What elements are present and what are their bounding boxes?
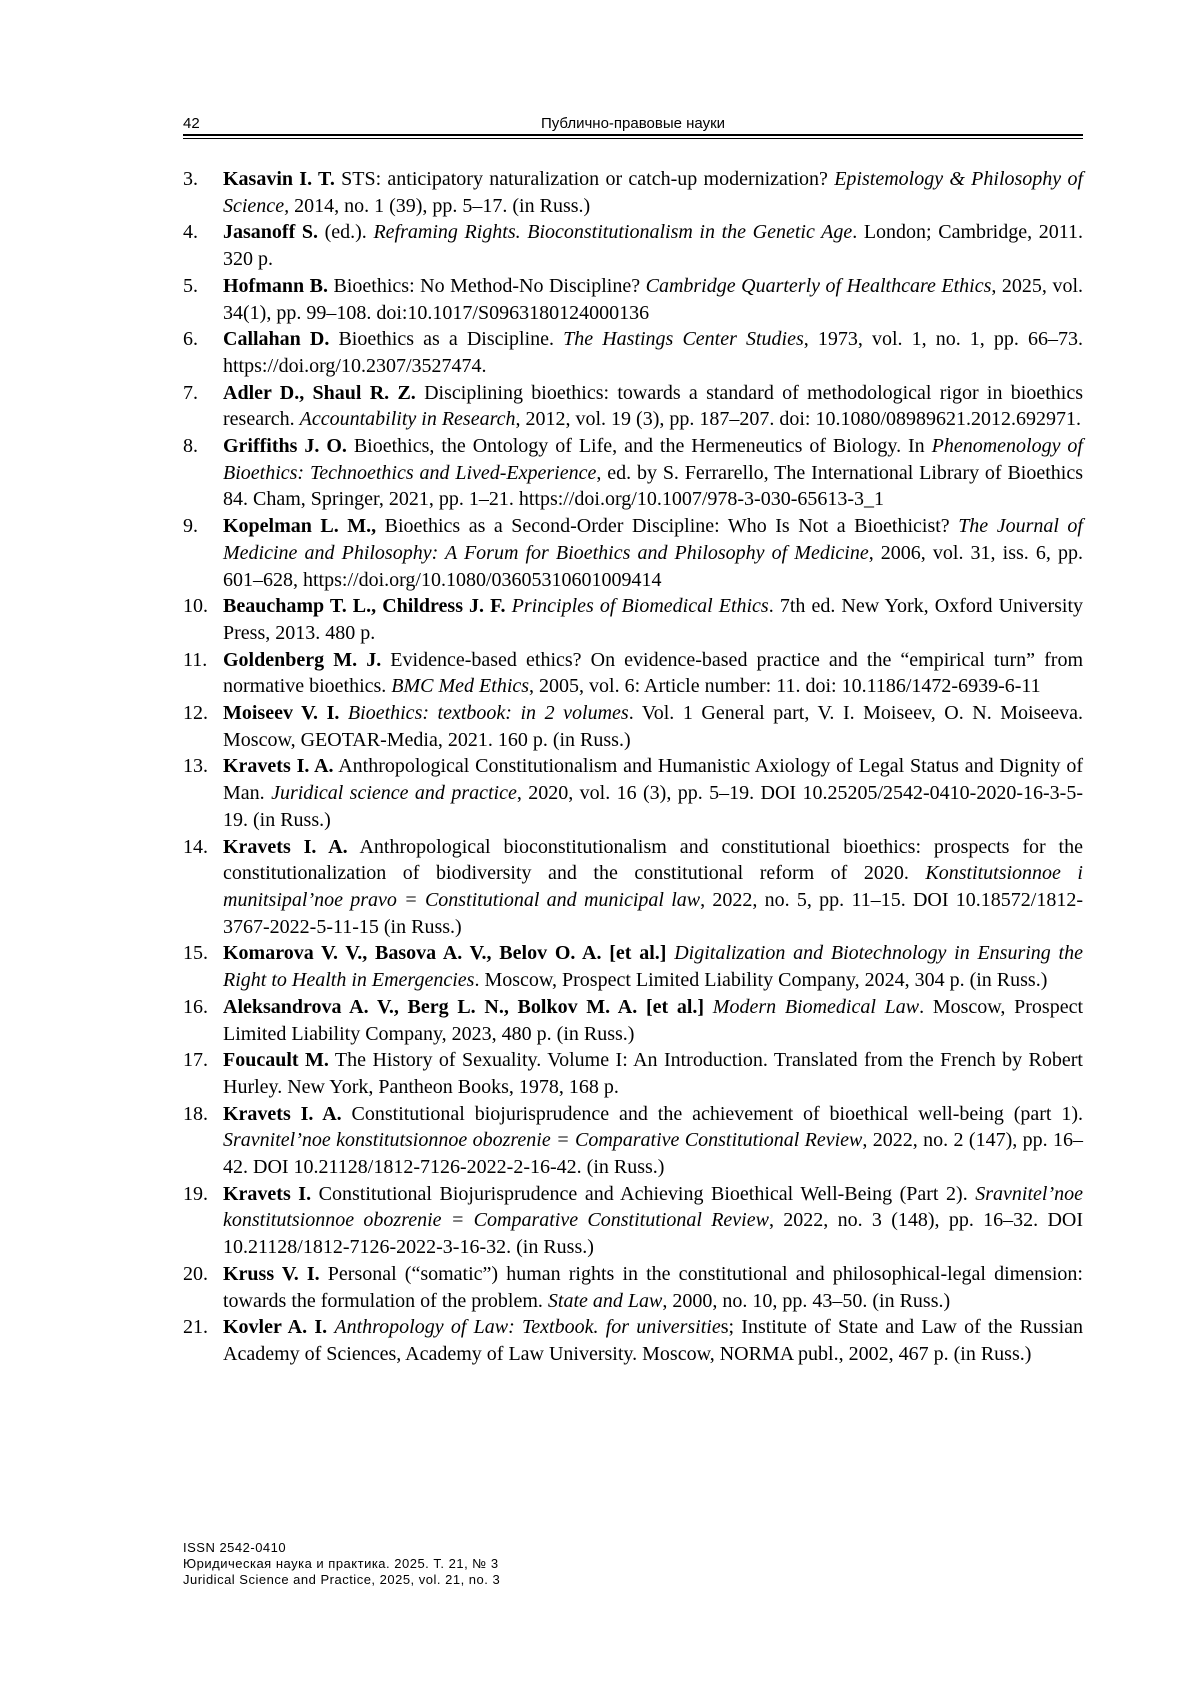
reference-text: , 2006, vol. 31, iss. 6, pp. 601–628, https://doi.org/10.1080/03605310601009414 xyxy=(223,541,1083,591)
reference-item xyxy=(183,1261,1083,1314)
reference-text: Evidence-based ethics? On evidence-based practice and the “empirical turn” from normative bioethics. xyxy=(223,648,1083,698)
reference-item xyxy=(183,593,1083,646)
reference-title: The Journal of Medicine and Philosophy: A Forum for Bioethics and Philosophy of Medicine xyxy=(223,515,1083,564)
reference-title: Sravnitel’noe konstitutsionnoe obozrenie = Comparative Constitutional Review xyxy=(223,1129,863,1152)
reference-authors: Moiseev V. I. xyxy=(223,702,340,725)
reference-authors: Griffiths J. O. xyxy=(223,435,347,458)
reference-item xyxy=(183,1101,1083,1181)
reference-item xyxy=(183,1314,1083,1367)
reference-item xyxy=(183,834,1083,941)
reference-authors: Kopelman L. M., xyxy=(223,515,377,538)
reference-authors: Kruss V. I. xyxy=(223,1262,320,1285)
reference-authors: Aleksandrova A. V., Berg L. N., Bolkov M. A. [et al.] xyxy=(223,995,705,1018)
reference-text: . London; Cambridge, 2011. 320 p. xyxy=(223,221,1083,271)
reference-text: . Vol. 1 General part, V. I. Moiseev, O. N. Moiseeva. Moscow, GEOTAR-Media, 2021. 160 p. (in Russ.) xyxy=(223,702,1084,751)
reference-title: BMC Med Ethics xyxy=(391,675,530,698)
reference-text: . 7th ed. New York, Oxford University Press, 2013. 480 p. xyxy=(223,595,1084,644)
reference-authors: Kravets I. A. xyxy=(223,755,334,778)
reference-number: 16. xyxy=(183,995,208,1018)
reference-title: Epistemology & Philosophy of Science, xyxy=(223,168,1084,217)
reference-authors: Adler D., Shaul R. Z. xyxy=(223,381,416,404)
reference-item xyxy=(183,940,1083,993)
reference-text: , 2000, no. 10, pp. 43–50. (in Russ.) xyxy=(662,1289,951,1312)
reference-number: 3. xyxy=(183,168,198,190)
reference-item xyxy=(183,647,1083,700)
reference-text: . Moscow, Prospect Limited Liability Company, 2023, 480 p. (in Russ.) xyxy=(223,995,1084,1045)
reference-item xyxy=(183,273,1083,326)
reference-number: 20. xyxy=(183,1262,208,1285)
reference-text: , 2022, no. 3 (148), pp. 16–32. DOI 10.21128/1812-7126-2022-3-16-32. (in Russ.) xyxy=(223,1209,1083,1259)
reference-authors: Kravets I. A. xyxy=(223,1102,342,1125)
reference-title: The Hastings Center Studies xyxy=(563,328,804,351)
reference-text: The History of Sexuality. Volume I: An Introduction. Translated from the French by Robert Hurley. New York, Pantheon Books, 1978, 168 p. xyxy=(223,1049,1083,1098)
reference-number: 18. xyxy=(183,1102,208,1125)
reference-number: 8. xyxy=(183,435,198,458)
reference-title: Sravnitel’noe konstitutsionnoe obozrenie = Comparative Constitutional Review xyxy=(223,1182,1083,1232)
reference-text: 2014, no. 1 (39), pp. 5–17. (in Russ.) xyxy=(289,194,591,217)
reference-text: , ed. by S. Ferrarello, The International Library of Bioethics 84. Cham, Springer, 2021, pp. 1–21. https://doi.org/10.1007/978-3-030-65613-3_1 xyxy=(223,461,1083,511)
reference-item xyxy=(183,326,1083,379)
reference-item xyxy=(183,994,1083,1047)
footer xyxy=(183,1540,500,1588)
reference-authors: Goldenberg M. J. xyxy=(223,648,382,671)
reference-text: (ed.). xyxy=(317,221,374,244)
reference-text: Bioethics: No Method-No Discipline? xyxy=(328,274,646,297)
reference-number: 5. xyxy=(183,274,198,297)
reference-authors: Hofmann B. xyxy=(223,274,328,297)
reference-text: , 2012, vol. 19 (3), pp. 187–207. doi: 10.1080/08989621.2012.692971. xyxy=(515,408,1082,431)
reference-authors: Komarova V. V., Basova A. V., Belov O. A. [et al.] xyxy=(223,942,667,965)
reference-title: Modern Biomedical Law xyxy=(712,995,920,1018)
reference-number: 12. xyxy=(183,702,208,725)
reference-title: Digitalization and Biotechnology in Ensuring the Right to Health in Emergencies xyxy=(223,942,1083,992)
reference-title: Bioethics: textbook: in 2 volumes xyxy=(347,702,629,725)
reference-item xyxy=(183,753,1083,833)
reference-title: State and Law xyxy=(547,1289,663,1312)
reference-text xyxy=(704,996,713,1018)
reference-number: 6. xyxy=(183,328,198,351)
reference-item xyxy=(183,219,1083,272)
reference-text: , 2020, vol. 16 (3), pp. 5–19. DOI 10.25205/2542-0410-2020-16-3-5-19. (in Russ.) xyxy=(223,782,1083,831)
reference-item xyxy=(183,433,1083,513)
reference-item xyxy=(183,513,1083,593)
footer-journal-ru: Юридическая наука и практика. 2025. Т. 21, № 3 xyxy=(183,1556,499,1571)
reference-text: Bioethics, the Ontology of Life, and the Hermeneutics of Biology. In xyxy=(346,435,932,458)
reference-number: 9. xyxy=(183,515,198,538)
reference-text: Anthropological bioconstitutionalism and constitutional bioethics: prospects for the constitutionalization of biodiversity and the constitutional reform of 2020. xyxy=(223,835,1083,885)
reference-list xyxy=(183,166,1083,1368)
reference-text: Bioethics as a Discipline. xyxy=(329,328,564,351)
reference-number: 13. xyxy=(183,755,208,778)
reference-title: Cambridge Quarterly of Healthcare Ethics xyxy=(645,274,992,297)
reference-text: , 2025, vol. 34(1), pp. 99–108. doi:10.1017/S0963180124000136 xyxy=(223,274,1084,324)
reference-authors: Kovler A. I. xyxy=(223,1316,328,1339)
reference-text: Bioethics as a Second-Order Discipline: Who Is Not a Bioethicist? xyxy=(376,515,959,538)
header-rule-thick xyxy=(183,134,1083,136)
reference-text: Constitutional biojurisprudence and the achievement of bioethical well-being (part 1). xyxy=(341,1102,1083,1125)
reference-title: Principles of Biomedical Ethics xyxy=(511,595,769,618)
reference-text: s; Institute of State and Law of the Russian Academy of Sciences, Academy of Law University. Moscow, NORMA publ., 2002, 467 p. (in Russ.) xyxy=(223,1316,1084,1365)
reference-number: 21. xyxy=(183,1316,208,1339)
reference-text: . Moscow, Prospect Limited Liability Company, 2024, 304 p. (in Russ.) xyxy=(474,969,1048,992)
reference-text: STS: anticipatory naturalization or catch-up modernization? xyxy=(334,168,835,190)
reference-authors: Jasanoff S. xyxy=(223,221,318,244)
section-title: Публично-правовые науки xyxy=(540,115,726,132)
reference-title: Konstitutsionnoe i munitsipal’noe pravo = Constitutional and municipal law xyxy=(223,862,1083,911)
reference-title: Reframing Rights. Bioconstitutionalism in the Genetic Age xyxy=(373,221,853,244)
reference-number: 11. xyxy=(183,648,208,671)
reference-title: Juridical science and practice xyxy=(271,782,517,805)
reference-text: Disciplining bioethics: towards a standard of methodological rigor in bioethics research. xyxy=(223,381,1083,431)
reference-item xyxy=(183,1047,1083,1100)
reference-number: 14. xyxy=(183,835,208,858)
reference-item xyxy=(183,380,1083,433)
reference-authors: Kravets I. A. xyxy=(223,835,348,858)
reference-item xyxy=(183,166,1083,219)
reference-authors: Kravets I. xyxy=(223,1182,312,1205)
reference-title: Anthropology of Law: Textbook. for universitie xyxy=(334,1316,721,1339)
reference-number: 17. xyxy=(183,1049,208,1072)
reference-text xyxy=(339,702,348,724)
reference-text: , 1973, vol. 1, no. 1, pp. 66–73. https://doi.org/10.2307/3527474. xyxy=(223,328,1083,377)
reference-title: Phenomenology of Bioethics: Technoethics and Lived-Experience xyxy=(223,435,1083,484)
footer-issn: ISSN 2542-0410 xyxy=(183,1540,287,1555)
reference-item xyxy=(183,1181,1083,1261)
reference-number: 19. xyxy=(183,1182,208,1205)
running-header xyxy=(183,112,1083,136)
reference-authors: Foucault M. xyxy=(223,1049,329,1072)
reference-text: Constitutional Biojurisprudence and Achieving Bioethical Well-Being (Part 2). xyxy=(311,1182,976,1205)
reference-text: , 2022, no. 2 (147), pp. 16–42. DOI 10.21128/1812-7126-2022-2-16-42. (in Russ.) xyxy=(223,1129,1083,1179)
reference-item xyxy=(183,700,1083,753)
reference-number: 7. xyxy=(183,381,198,404)
reference-text: , 2005, vol. 6: Article number: 11. doi: 10.1186/1472-6939-6-11 xyxy=(529,675,1041,698)
reference-title: Accountability in Research xyxy=(299,408,516,431)
reference-authors: Callahan D. xyxy=(223,328,330,351)
reference-number: 10. xyxy=(183,595,208,618)
reference-authors: Beauchamp T. L., Childress J. F. xyxy=(223,595,506,618)
reference-number: 4. xyxy=(183,221,198,244)
header-rule-thin xyxy=(183,138,1083,139)
page-number: 42 xyxy=(183,115,200,132)
footer-journal-en: Juridical Science and Practice, 2025, vol. 21, no. 3 xyxy=(183,1572,501,1587)
reference-text: Anthropological Constitutionalism and Humanistic Axiology of Legal Status and Dignity of Man. xyxy=(223,755,1083,805)
reference-text: , 2022, no. 5, pp. 11–15. DOI 10.18572/1812-3767-2022-5-11-15 (in Russ.) xyxy=(223,888,1083,938)
reference-authors: Kasavin I. T. xyxy=(223,168,335,190)
reference-number: 15. xyxy=(183,942,208,965)
reference-text: Personal (“somatic”) human rights in the constitutional and philosophical-legal dimension: towards the formulation of the problem. xyxy=(223,1262,1083,1312)
